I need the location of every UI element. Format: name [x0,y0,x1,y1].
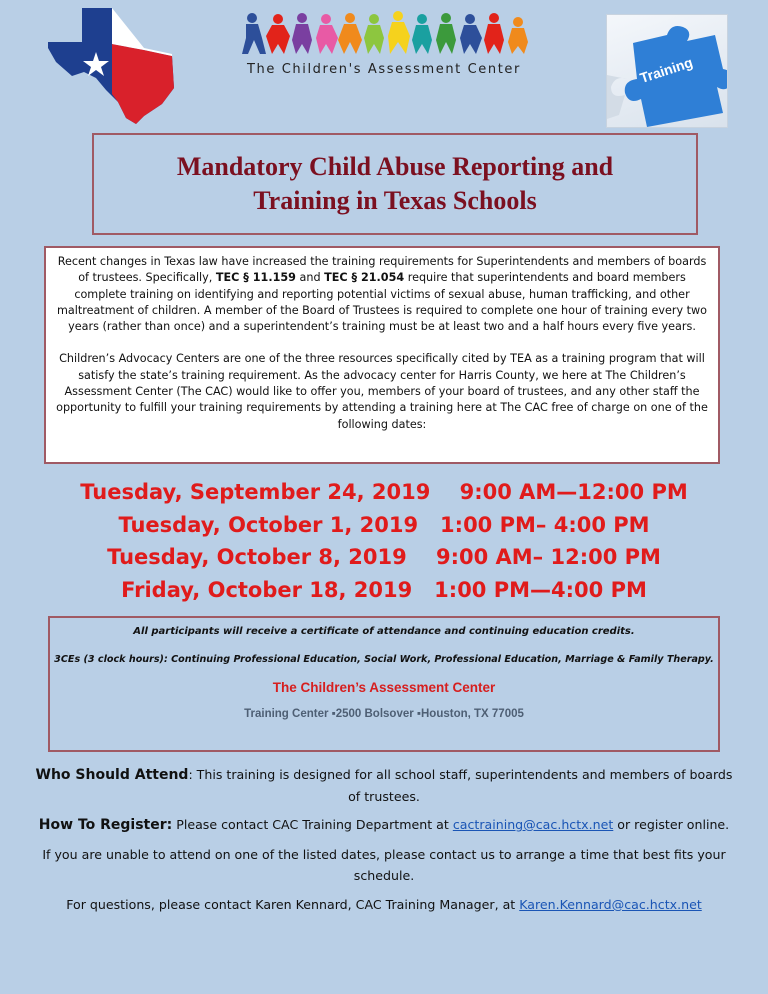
title-box [92,133,698,235]
center-name: The Children’s Assessment Center [272,680,496,695]
how-to-register [30,814,738,836]
how-to-register-text-end: or register online. [613,817,730,832]
questions-text: For questions, please contact Karen Kennard, CAC Training Manager, at [66,897,520,912]
organization-name: The Children's Assessment Center [247,62,521,77]
ce-credits-note: 3CEs (3 clock hours): Continuing Professional Education, Social Work, Professional Education, Marriage & Family Therapy. [54,654,714,665]
unable-to-attend-note: If you are unable to attend on one of the listed dates, please contact us to arrange a time that best fits your schedule. [42,847,726,883]
training-badge-label: Training [637,53,695,87]
page-title [177,150,613,218]
intro-text: and [295,271,325,285]
intro-text: require that superintendents and board members complete training on identifying and reporting potential victims of sexual abuse, human trafficking, and other maltreatment of children. A member of the Board of Trustees is required to complete one hour of training every two years (rather than once) and a superintendent’s training must be at least two and a half hours every five years. [56,271,708,334]
training-dates [0,476,768,606]
how-to-register-text: Please contact CAC Training Department at [172,817,453,832]
texas-flag-logo [44,6,180,126]
title-line-2: Training in Texas Schools [253,186,537,215]
intro-text: Recent changes in Texas law have increased the training requirements for Superintendents and members of boards of trustees. Specifically, [57,255,707,285]
training-date: Tuesday, October 1, 2019 1:00 PM– 4:00 PM [118,512,650,537]
center-address: Training Center ▪2500 Bolsover ▪Houston, TX 77005 [244,708,524,720]
certificate-note: All participants will receive a certificate of attendance and continuing education credits. [133,626,635,637]
title-line-1: Mandatory Child Abuse Reporting and [176,152,614,181]
statute-reference: TEC § 11.159 [215,271,296,285]
intro-paragraph-2: Children’s Advocacy Centers are one of the three resources specifically cited by TEA as a training program that will satisfy the state’s training requirement. As the advocacy center for Harris County, we here at The Children’s Assessment Center (The CAC) would like to offer you, members of your board of trustees, and any other staff the opportunity to fulfill your training requirements by attending a training here at The CAC free of charge on one of the following dates: [56,352,708,431]
training-puzzle-image [606,14,728,128]
how-to-register-heading: How To Register: [38,817,173,833]
training-date: Tuesday, October 8, 2019 9:00 AM– 12:00 PM [107,545,661,569]
children-silhouettes-logo [238,10,530,58]
manager-email-link[interactable]: Karen.Kennard@cac.hctx.net [519,897,702,912]
who-should-attend-heading: Who Should Attend [35,767,189,783]
who-should-attend [30,764,738,807]
who-should-attend-text: : This training is designed for all school staff, superintendents and members of boards of trustees. [188,767,733,804]
questions-contact [30,894,738,915]
statute-reference: TEC § 21.054 [324,271,405,285]
intro-box [44,246,720,464]
training-date: Tuesday, September 24, 2019 9:00 AM—12:00 PM [80,480,688,504]
training-email-link[interactable]: cactraining@cac.hctx.net [452,817,614,832]
certificate-box [48,616,720,752]
training-date: Friday, October 18, 2019 1:00 PM—4:00 PM [121,577,647,602]
intro-paragraph-1 [54,254,710,335]
